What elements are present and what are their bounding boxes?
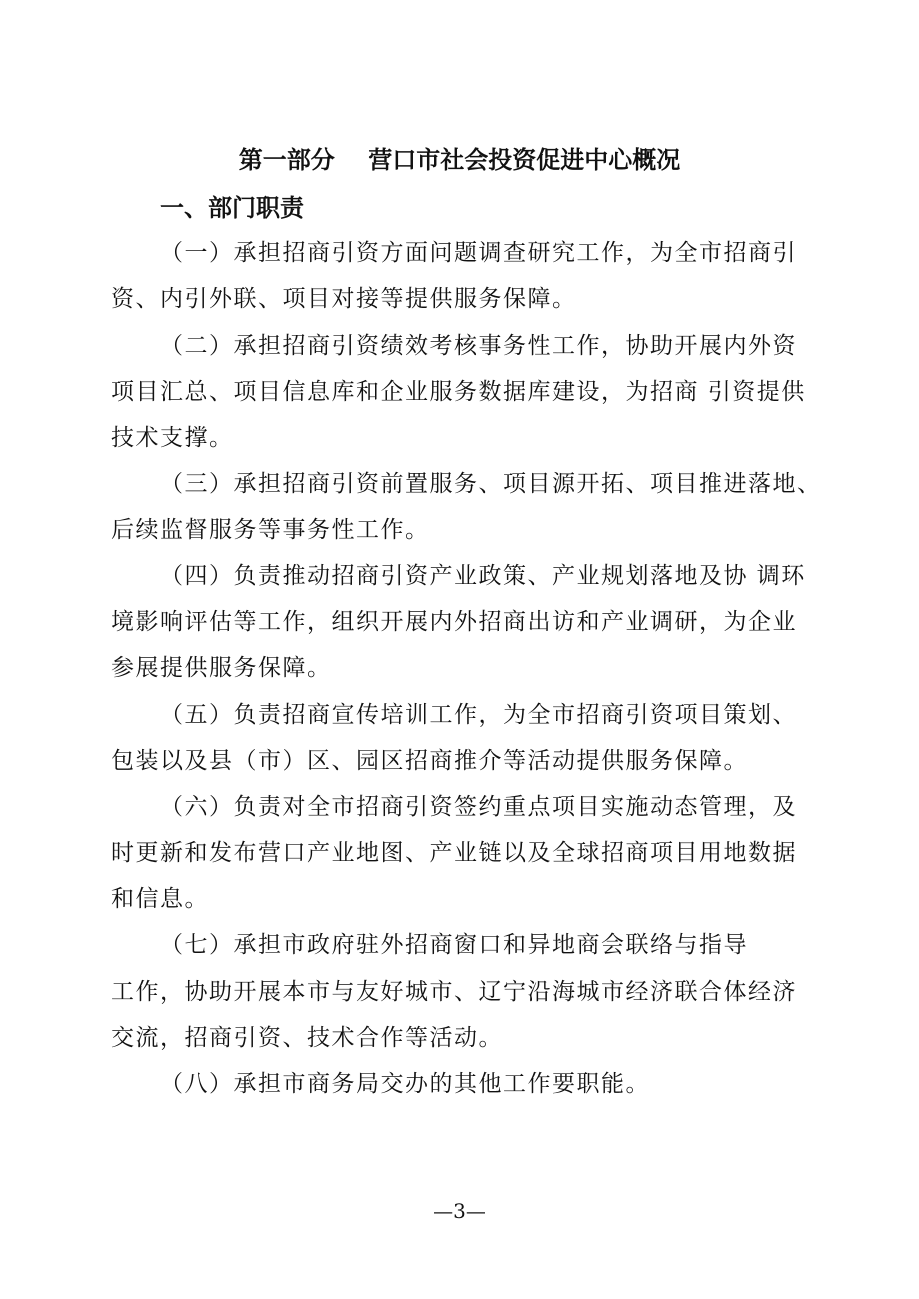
paragraph-line: 境影响评估等工作，组织开展内外招商出访和产业调研，为企业 — [111, 609, 797, 635]
paragraph-line: （四）负责推动招商引资产业政策、产业规划落地及协 调环 — [160, 563, 806, 589]
paragraph-line: （一）承担招商引资方面问题调查研究工作，为全市招商引 — [160, 240, 797, 266]
paragraph-line: 资、内引外联、项目对接等提供服务保障。 — [111, 286, 577, 312]
page-number: —3— — [433, 1199, 486, 1223]
paragraph-line: 参展提供服务保障。 — [111, 655, 332, 681]
paragraph-line: （六）负责对全市招商引资签约重点项目实施动态管理，及 — [160, 794, 797, 820]
paragraph-line: （二）承担招商引资绩效考核事务性工作，协助开展内外资 — [160, 333, 797, 359]
paragraph-line: 时更新和发布营口产业地图、产业链以及全球招商项目用地数据 — [111, 840, 797, 866]
paragraph-line: 和信息。 — [111, 886, 209, 912]
paragraph-line: （三）承担招商引资前置服务、项目源开拓、项目推进落地、 — [160, 471, 822, 497]
paragraph-line: （五）负责招商宣传培训工作，为全市招商引资项目策划、 — [160, 702, 797, 728]
paragraph-line: 技术支撑。 — [111, 425, 234, 451]
paragraph-line: 工作，协助开展本市与友好城市、辽宁沿海城市经济联合体经济 — [111, 979, 797, 1005]
paragraph-line: 包装以及县（市）区、园区招商推介等活动提供服务保障。 — [111, 748, 748, 774]
page-title: 第一部分 营口市社会投资促进中心概况 — [238, 145, 681, 174]
paragraph-line: （七）承担市政府驻外招商窗口和异地商会联络与指导 — [160, 932, 748, 958]
paragraph-line: 后续监督服务等事务性工作。 — [111, 517, 430, 543]
paragraph-line: （八）承担市商务局交办的其他工作要职能。 — [160, 1071, 650, 1097]
section-heading: 一、部门职责 — [160, 193, 304, 222]
paragraph-line: 项目汇总、项目信息库和企业服务数据库建设，为招商 引资提供 — [111, 379, 806, 405]
paragraph-line: 交流，招商引资、技术合作等活动。 — [111, 1025, 503, 1051]
